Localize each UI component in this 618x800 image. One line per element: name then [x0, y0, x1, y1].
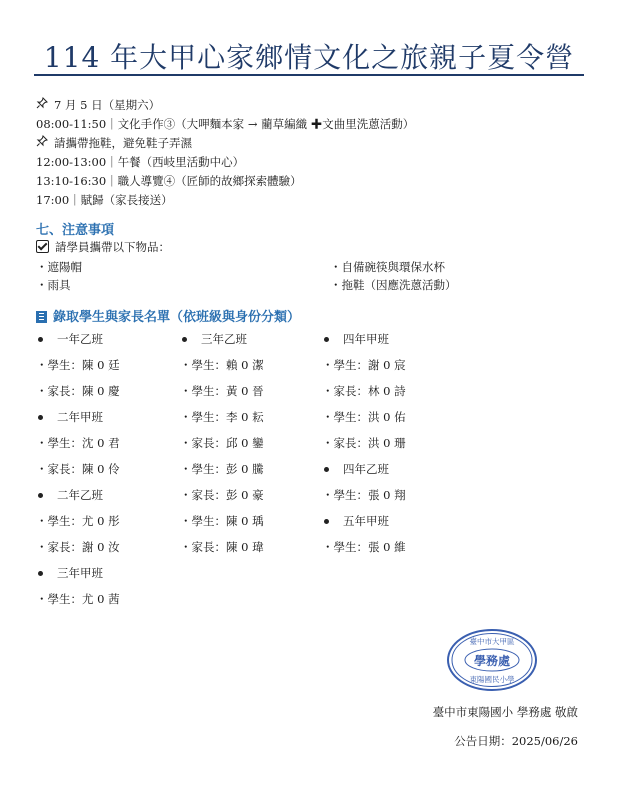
roster-person: ・學生：沈 0 君: [36, 436, 120, 450]
notes-item: ・雨具: [36, 278, 71, 292]
class-label: 四年乙班: [343, 462, 389, 476]
roster-heading: 錄取學生與家長名單（依班級與身份分類）: [53, 310, 301, 325]
seal-middle-text: 學務處: [473, 654, 511, 668]
class-name: [322, 456, 482, 482]
bullet-icon: [38, 493, 43, 498]
class-name: [180, 326, 340, 352]
seal-bottom-text: 東陽國民小學: [469, 675, 515, 684]
roster-person: ・學生：陳 0 瑀: [180, 514, 264, 528]
notes-item: ・遮陽帽: [36, 260, 82, 274]
roster-person: ・學生：張 0 翔: [322, 488, 406, 502]
class-label: 三年乙班: [201, 332, 247, 346]
roster-heading-line: [36, 306, 300, 325]
roster-column: [180, 326, 340, 560]
class-label: 一年乙班: [57, 332, 103, 346]
schedule-item: 12:00-13:00｜午餐（西岐里活動中心）: [36, 155, 245, 169]
class-name: [36, 482, 196, 508]
roster-person: ・學生：彭 0 騰: [180, 462, 264, 476]
roster-column: [36, 326, 196, 612]
roster-person: ・家長：陳 0 慶: [36, 384, 120, 398]
notes-item: ・自備碗筷與環保水杯: [330, 260, 445, 274]
checkbox-icon: [36, 240, 49, 253]
schedule-reminder: 請攜帶拖鞋，避免鞋子弄濕: [54, 136, 192, 150]
roster-person: ・學生：張 0 維: [322, 540, 406, 554]
class-name: [322, 326, 482, 352]
announcement-date: 公告日期：2025/06/26: [454, 734, 578, 748]
roster-person: ・學生：李 0 耘: [180, 410, 264, 424]
seal-top-text: 臺中市大甲區: [469, 637, 515, 646]
document-title: 114 年大甲心家鄉情文化之旅親子夏令營: [43, 41, 575, 74]
roster-person: ・家長：洪 0 珊: [322, 436, 406, 450]
roster-person: ・學生：尤 0 彤: [36, 514, 120, 528]
roster-person: ・學生：賴 0 潔: [180, 358, 264, 372]
pin-icon: [36, 97, 50, 112]
schedule-item: 13:10-16:30｜職人導覽④（匠師的故鄉探索體驗）: [36, 174, 302, 188]
pin-icon: [36, 135, 50, 150]
roster-person: ・學生：黃 0 晉: [180, 384, 264, 398]
roster-person: ・學生：洪 0 佑: [322, 410, 406, 424]
schedule-date: 7 月 5 日（星期六）: [54, 98, 161, 112]
roster-person: ・家長：邱 0 鑾: [180, 436, 264, 450]
roster-person: ・家長：謝 0 汝: [36, 540, 120, 554]
class-name: [322, 508, 482, 534]
class-label: 二年甲班: [57, 410, 103, 424]
title-divider: [34, 74, 584, 76]
bullet-icon: [38, 415, 43, 420]
roster-person: ・學生：尤 0 茜: [36, 592, 120, 606]
class-name: [36, 560, 196, 586]
class-name: [36, 404, 196, 430]
bullet-icon: [182, 337, 187, 342]
class-label: 五年甲班: [343, 514, 389, 528]
bullet-icon: [38, 337, 43, 342]
notes-item: ・拖鞋（因應洗蒽活動）: [330, 278, 457, 292]
roster-person: ・學生：陳 0 廷: [36, 358, 120, 372]
roster-person: ・家長：彭 0 豪: [180, 488, 264, 502]
roster-person: ・家長：林 0 詩: [322, 384, 406, 398]
notes-intro-line: [36, 239, 170, 255]
roster-person: ・學生：謝 0 宸: [322, 358, 406, 372]
schedule-date-line: [36, 97, 160, 113]
notes-intro: 請學員攜帶以下物品：: [55, 240, 170, 254]
class-label: 二年乙班: [57, 488, 103, 502]
class-label: 四年甲班: [343, 332, 389, 346]
schedule-reminder-line: [36, 135, 192, 151]
roster-column: [322, 326, 482, 560]
class-label: 三年甲班: [57, 566, 103, 580]
signature: 臺中市東陽國小 學務處 敬啟: [432, 705, 578, 719]
school-seal: [446, 628, 538, 692]
book-icon: [36, 311, 47, 323]
class-name: [36, 326, 196, 352]
bullet-icon: [324, 519, 329, 524]
bullet-icon: [38, 571, 43, 576]
roster-person: ・家長：陳 0 伶: [36, 462, 120, 476]
schedule-item: 08:00-11:50｜文化手作③（大呷麵本家 → 藺草編織 ✚文曲里洗蒽活動）: [36, 117, 415, 131]
schedule-item: 17:00｜賦歸（家長接送）: [36, 193, 173, 207]
bullet-icon: [324, 467, 329, 472]
roster-person: ・家長：陳 0 瑋: [180, 540, 264, 554]
notes-heading: 七、注意事項: [36, 223, 115, 238]
bullet-icon: [324, 337, 329, 342]
